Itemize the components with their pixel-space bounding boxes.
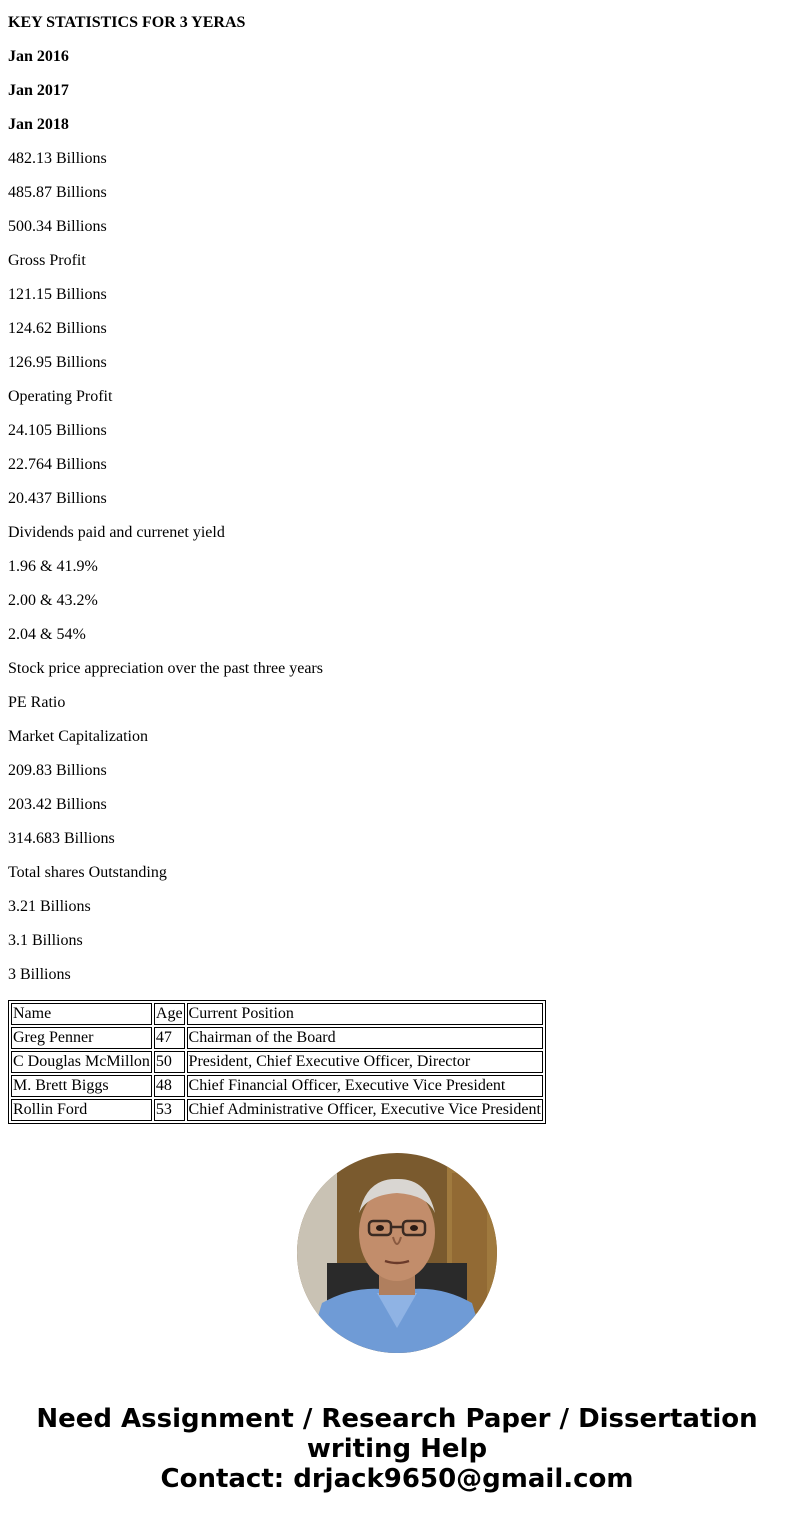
header-cell: Name <box>11 1003 152 1025</box>
operating-profit-value: 20.437 Billions <box>8 490 107 507</box>
table-cell: President, Chief Executive Officer, Director <box>187 1051 543 1073</box>
table-row <box>11 1075 543 1097</box>
operating-profit-value: 22.764 Billions <box>8 456 107 473</box>
table-cell: Rollin Ford <box>11 1099 152 1121</box>
operating-profit-label: Operating Profit <box>8 388 113 405</box>
gross-profit-value: 126.95 Billions <box>8 354 107 371</box>
year-label: Jan 2018 <box>8 116 69 133</box>
gross-profit-value: 124.62 Billions <box>8 320 107 337</box>
shares-value: 3.1 Billions <box>8 932 83 949</box>
gross-profit-label: Gross Profit <box>8 252 86 269</box>
executives-table <box>8 1000 546 1124</box>
stock-price-label: Stock price appreciation over the past three years <box>8 660 323 677</box>
table-cell: M. Brett Biggs <box>11 1075 152 1097</box>
avatar <box>297 1153 497 1353</box>
shares-value: 3 Billions <box>8 966 71 983</box>
dividends-value: 2.00 & 43.2% <box>8 592 98 609</box>
year-label: Jan 2016 <box>8 48 69 65</box>
table-cell: 47 <box>154 1027 185 1049</box>
revenue-value: 482.13 Billions <box>8 150 107 167</box>
revenue-value: 500.34 Billions <box>8 218 107 235</box>
table-cell: Chief Administrative Officer, Executive Vice President <box>187 1099 543 1121</box>
pe-ratio-label: PE Ratio <box>8 694 66 711</box>
promo-line: writing Help <box>306 1434 488 1464</box>
table-cell: 53 <box>154 1099 185 1121</box>
table-header-row <box>11 1003 543 1025</box>
table-cell: 50 <box>154 1051 185 1073</box>
table-cell: Greg Penner <box>11 1027 152 1049</box>
gross-profit-value: 121.15 Billions <box>8 286 107 303</box>
table-cell: 48 <box>154 1075 185 1097</box>
market-cap-value: 203.42 Billions <box>8 796 107 813</box>
table-cell: Chief Financial Officer, Executive Vice President <box>187 1075 543 1097</box>
dividends-value: 2.04 & 54% <box>8 626 86 643</box>
table-row <box>11 1051 543 1073</box>
market-cap-label: Market Capitalization <box>8 728 148 745</box>
dividends-label: Dividends paid and currenet yield <box>8 524 225 541</box>
promo-line: Need Assignment / Research Paper / Dissertation <box>36 1404 758 1434</box>
promo-contact: Contact: drjack9650@gmail.com <box>160 1464 634 1494</box>
shares-value: 3.21 Billions <box>8 898 91 915</box>
table-cell: Chairman of the Board <box>187 1027 543 1049</box>
header-cell: Age <box>154 1003 185 1025</box>
promo-banner <box>0 1404 794 1494</box>
page-title: KEY STATISTICS FOR 3 YERAS <box>8 14 246 31</box>
table-row <box>11 1027 543 1049</box>
market-cap-value: 209.83 Billions <box>8 762 107 779</box>
table-cell: C Douglas McMillon <box>11 1051 152 1073</box>
operating-profit-value: 24.105 Billions <box>8 422 107 439</box>
table-row <box>11 1099 543 1121</box>
header-cell: Current Position <box>187 1003 543 1025</box>
market-cap-value: 314.683 Billions <box>8 830 115 847</box>
avatar-portrait-icon <box>297 1153 497 1353</box>
year-label: Jan 2017 <box>8 82 69 99</box>
dividends-value: 1.96 & 41.9% <box>8 558 98 575</box>
revenue-value: 485.87 Billions <box>8 184 107 201</box>
shares-label: Total shares Outstanding <box>8 864 167 881</box>
